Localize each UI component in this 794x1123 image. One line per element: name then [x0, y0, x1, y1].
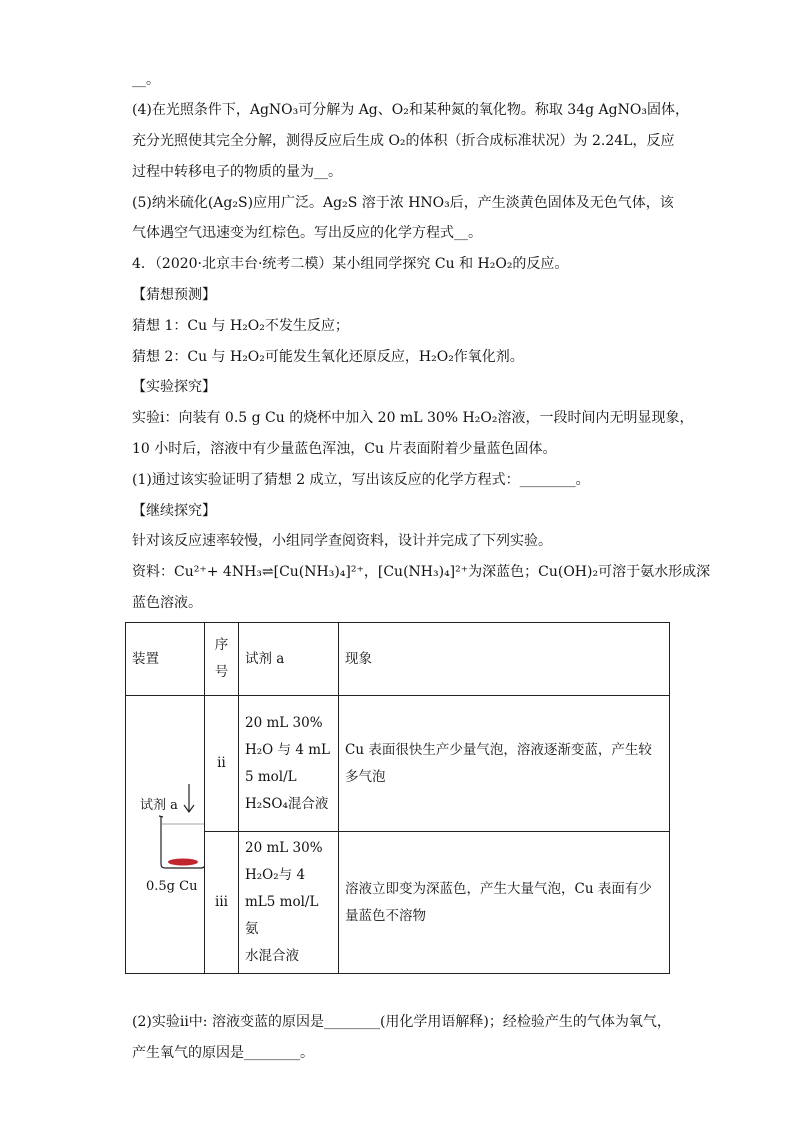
question-4-line-1: (4)在光照条件下，AgNO₃可分解为 Ag、O₂和某种氮的氧化物。称取 34g AgNO₃固体，	[132, 102, 689, 118]
problem-4-heading: 4．（2020·北京丰台·统考二模）某小组同学探究 Cu 和 H₂O₂的反应。	[132, 256, 569, 272]
reference-line-2: 蓝色溶液。	[132, 595, 202, 611]
question-4-line-2: 充分光照使其完全分解，测得反应后生成 O₂的体积（折合成标准状况）为 2.24L，反应	[132, 133, 675, 149]
header-phenomenon: 现象	[339, 623, 670, 696]
cu-label: 0.5g Cu	[146, 879, 198, 894]
row-3-reagent: 20 mL 30% H₂O₂与 4 mL5 mol/L 氨 水混合液	[239, 832, 339, 974]
answer-blank-line: __。	[132, 72, 160, 88]
row-2-phenomenon: Cu 表面很快生产少量气泡，溶液逐渐变蓝，产生较 多气泡	[339, 696, 670, 832]
continue-intro: 针对该反应速率较慢，小组同学查阅资料，设计并完成了下列实验。	[132, 533, 552, 549]
hypothesis-1: 猜想 1：Cu 与 H₂O₂不发生反应；	[132, 318, 349, 334]
row-3-phenomenon: 溶液立即变为深蓝色，产生大量气泡，Cu 表面有少 量蓝色不溶物	[339, 832, 670, 974]
reagent-a-label: 试剂 a	[140, 798, 178, 813]
header-seq: 序 号	[205, 623, 239, 696]
experiment-1-line-1: 实验ⅰ：向装有 0.5 g Cu 的烧杯中加入 20 mL 30% H₂O₂溶液，一段时间内无明显现象，	[132, 410, 694, 426]
cu-deposit	[168, 859, 198, 866]
section-continue: 【继续探究】	[132, 503, 216, 519]
row-2-seq: ⅱ	[205, 696, 239, 832]
subquestion-2-line-2: 产生氧气的原因是________。	[132, 1045, 314, 1061]
header-reagent: 试剂 a	[239, 623, 339, 696]
section-hypothesis: 【猜想预测】	[132, 287, 216, 303]
header-apparatus: 装置	[126, 623, 205, 696]
apparatus-cell	[126, 696, 205, 974]
reference-line-1: 资料：Cu²⁺+ 4NH₃⇌[Cu(NH₃)₄]²⁺，[Cu(NH₃)₄]²⁺为深蓝色；Cu(OH)₂可溶于氨水形成深	[132, 564, 711, 580]
beaker-diagram	[126, 696, 205, 973]
row-3-seq: ⅲ	[205, 832, 239, 974]
subquestion-2-line-1: (2)实验ⅱ中: 溶液变蓝的原因是________(用化学用语解释)；经检验产生的气体为氧气，	[132, 1014, 671, 1030]
experiment-1-line-2: 10 小时后，溶液中有少量蓝色浑浊，Cu 片表面附着少量蓝色固体。	[132, 441, 557, 457]
experiment-table	[125, 622, 670, 974]
section-experiment: 【实验探究】	[132, 379, 216, 395]
hypothesis-2: 猜想 2：Cu 与 H₂O₂可能发生氧化还原反应，H₂O₂作氧化剂。	[132, 349, 524, 365]
question-5-line-2: 气体遇空气迅速变为红棕色。写出反应的化学方程式__。	[132, 225, 482, 241]
question-4-line-3: 过程中转移电子的物质的量为__。	[132, 164, 342, 180]
question-5-line-1: (5)纳米硫化(Ag₂S)应用广泛。Ag₂S 溶于浓 HNO₃后，产生淡黄色固体及无色气体，该	[132, 195, 674, 211]
subquestion-1: (1)通过该实验证明了猜想 2 成立，写出该反应的化学方程式：________。	[132, 472, 590, 488]
row-2-reagent: 20 mL 30% H₂O 与 4 mL 5 mol/L H₂SO₄混合液	[239, 696, 339, 832]
